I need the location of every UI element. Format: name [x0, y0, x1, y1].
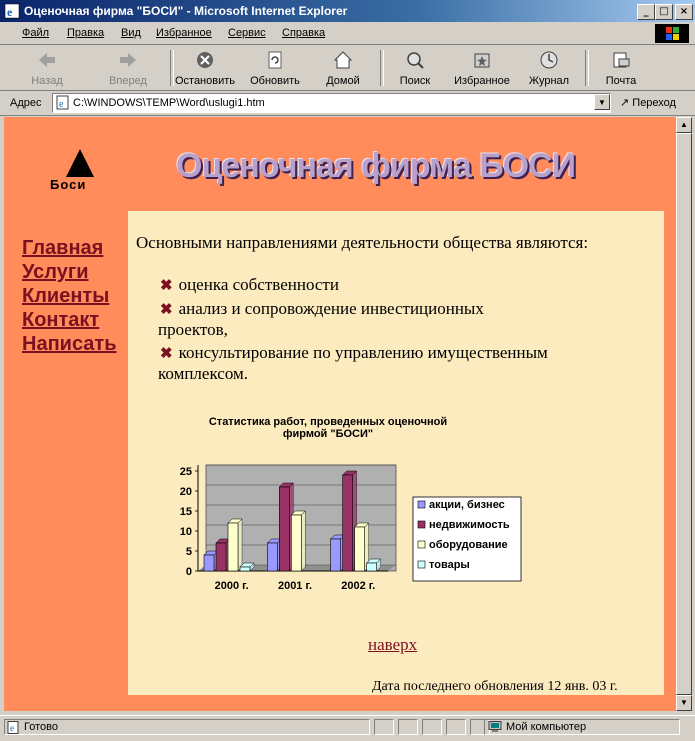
chart-title-line2: фирмой "БОСИ" [282, 428, 374, 440]
nav-link-services[interactable]: Услуги [22, 261, 89, 283]
bullet-x-icon: ✖ [160, 278, 173, 294]
forward-arrow-icon [118, 50, 138, 70]
menu-edit[interactable]: Правка [67, 27, 105, 39]
favorites-button[interactable] [451, 48, 513, 88]
bullet-text: оценка собственности [178, 275, 339, 294]
x-tick-label: 2001 г. [277, 580, 313, 592]
ie-icon [4, 3, 20, 19]
status-pane [446, 719, 466, 735]
windows-logo-icon [655, 24, 689, 43]
legend-swatch [418, 521, 425, 528]
mail-button[interactable] [590, 48, 652, 88]
status-pane-main [4, 719, 370, 735]
window-title: Оценочная фирма "БОСИ" - Microsoft Internet Explorer [24, 4, 348, 18]
bar [291, 515, 301, 571]
menu-file[interactable]: Файл [22, 27, 50, 39]
status-zone-text: Мой компьютер [506, 721, 587, 733]
last-updated-text: Дата последнего обновления 12 янв. 03 г. [372, 679, 618, 694]
refresh-button[interactable] [244, 48, 306, 88]
bullet-x-icon: ✖ [160, 346, 173, 362]
bullet-text: консультирование по управлению имущественным [178, 343, 548, 362]
back-button[interactable] [16, 48, 78, 88]
list-item-continuation: проектов, [158, 320, 228, 339]
address-dropdown-button[interactable]: ▼ [594, 94, 610, 110]
logo-text: Боси [50, 177, 87, 192]
favorites-icon [472, 50, 492, 70]
refresh-icon [265, 50, 285, 70]
menu-bar [0, 22, 695, 45]
menu-help[interactable]: Справка [282, 27, 326, 39]
status-zone-pane [484, 719, 680, 735]
bar [367, 563, 377, 571]
menu-view[interactable]: Вид [121, 27, 141, 39]
forward-button[interactable] [97, 48, 159, 88]
status-text: Готово [24, 721, 58, 733]
page-headline: Оценочная фирма БОСИ [176, 147, 576, 185]
legend-swatch [418, 561, 425, 568]
minimize-button[interactable]: _ [637, 4, 655, 20]
forward-label: Вперед [109, 75, 147, 87]
search-icon [405, 50, 425, 70]
bar [343, 475, 353, 571]
bar [279, 487, 289, 571]
y-tick-label: 15 [179, 506, 192, 518]
search-label: Поиск [399, 75, 431, 87]
status-pane [374, 719, 394, 735]
mail-label: Почта [605, 75, 637, 87]
address-input[interactable] [52, 93, 611, 113]
home-icon [333, 50, 353, 70]
legend-label: товары [429, 559, 470, 571]
bullet-x-icon: ✖ [160, 302, 173, 318]
refresh-label: Обновить [250, 75, 300, 87]
bar [228, 523, 238, 571]
intro-text: Основными направлениями деятельности общества являются: [136, 233, 589, 252]
legend-label: оборудование [429, 539, 508, 551]
legend-swatch [418, 501, 425, 508]
go-arrow-icon: ↗ [620, 97, 630, 109]
bar [267, 543, 277, 571]
menu-tools[interactable]: Сервис [228, 27, 266, 39]
maximize-button[interactable]: □ [655, 4, 673, 20]
back-arrow-icon [37, 50, 57, 70]
bar [355, 527, 365, 571]
history-button[interactable] [518, 48, 580, 88]
status-pane [398, 719, 418, 735]
y-tick-label: 0 [185, 566, 192, 578]
bar [216, 543, 226, 571]
y-tick-label: 25 [179, 466, 192, 478]
title-bar [0, 0, 695, 22]
y-tick-label: 20 [179, 486, 192, 498]
bar [331, 539, 341, 571]
home-button[interactable] [312, 48, 374, 88]
status-pane [422, 719, 442, 735]
mail-icon [611, 50, 631, 70]
bar [204, 555, 214, 571]
x-tick-label: 2002 г. [341, 580, 376, 592]
menu-favorites[interactable]: Избранное [156, 27, 212, 39]
vertical-scrollbar[interactable] [676, 117, 692, 711]
status-bar [0, 715, 695, 741]
favorites-label: Избранное [454, 75, 510, 87]
bar [240, 567, 250, 571]
svg-text:e: e [7, 5, 13, 19]
page-done-icon [7, 721, 20, 734]
history-icon [539, 50, 559, 70]
go-label: Переход [632, 97, 676, 109]
logo-triangle-icon [66, 149, 94, 177]
nav-link-home[interactable]: Главная [22, 237, 104, 259]
svg-text:e: e [59, 99, 64, 110]
list-item [160, 299, 484, 319]
address-bar [0, 91, 695, 116]
toolbar [0, 45, 695, 91]
toolbar-separator [585, 50, 589, 86]
close-button[interactable]: × [675, 4, 693, 20]
legend-label: недвижимость [429, 519, 510, 531]
back-label: Назад [31, 75, 63, 87]
page-viewport [4, 117, 676, 711]
y-tick-label: 10 [179, 526, 192, 538]
bar-chart [158, 461, 538, 611]
scroll-down-button[interactable]: ▼ [676, 695, 692, 711]
chart-title-line1: Статистика работ, проведенных оценочной [208, 416, 448, 428]
legend-label: акции, бизнес [429, 499, 505, 511]
history-label: Журнал [528, 75, 570, 87]
stop-label: Остановить [174, 75, 236, 87]
scroll-thumb[interactable] [676, 133, 692, 695]
list-item-continuation: комплексом. [158, 364, 249, 383]
search-button[interactable] [384, 48, 446, 88]
list-item [160, 343, 548, 363]
go-button[interactable] [620, 96, 676, 109]
nav-link-clients[interactable]: Клиенты [22, 285, 110, 307]
chart-title [168, 416, 488, 440]
back-to-top-link[interactable]: наверх [368, 635, 418, 654]
bar-side [301, 511, 305, 571]
page-icon [55, 95, 70, 110]
address-url: C:\WINDOWS\TEMP\Word\uslugi1.htm [73, 97, 265, 109]
computer-icon [488, 721, 502, 733]
stop-button[interactable] [174, 48, 236, 88]
nav-link-contact[interactable]: Контакт [22, 309, 100, 331]
content-panel [128, 211, 664, 695]
home-label: Домой [326, 75, 360, 87]
bullet-text: анализ и сопровождение инвестиционных [178, 299, 484, 318]
list-item [160, 275, 339, 295]
address-label: Адрес [10, 97, 42, 109]
legend-swatch [418, 541, 425, 548]
nav-link-write[interactable]: Написать [22, 333, 117, 355]
y-tick-label: 5 [185, 546, 192, 558]
scroll-up-button[interactable]: ▲ [676, 117, 692, 133]
svg-text:e: e [10, 723, 14, 733]
x-tick-label: 2000 г. [214, 580, 249, 592]
stop-icon [195, 50, 215, 70]
bar-side [238, 519, 242, 571]
